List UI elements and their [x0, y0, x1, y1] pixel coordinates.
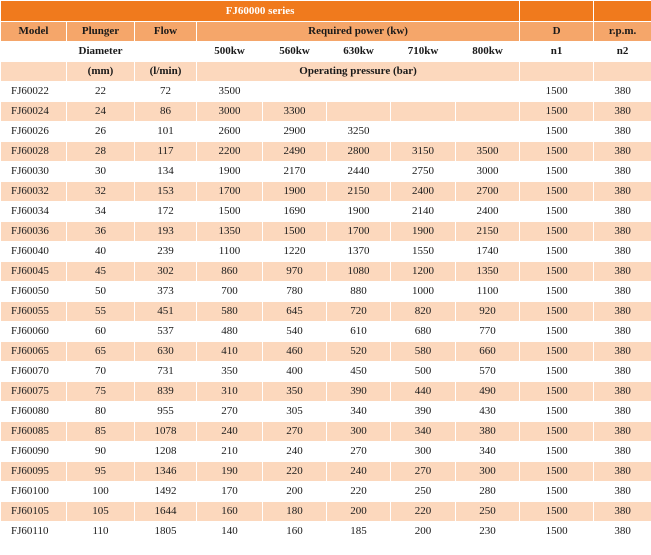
model-cell: FJ60032: [1, 182, 67, 202]
diameter-cell: 28: [67, 142, 135, 162]
diameter-cell: 105: [67, 502, 135, 522]
header-power-560: 560kw: [263, 42, 327, 62]
header-power-500: 500kw: [197, 42, 263, 62]
diameter-cell: 22: [67, 82, 135, 102]
flow-cell: 955: [135, 402, 197, 422]
pressure-cell: 350: [197, 362, 263, 382]
flow-cell: 630: [135, 342, 197, 362]
flow-cell: 373: [135, 282, 197, 302]
n1-cell: 1500: [520, 162, 594, 182]
diameter-cell: 36: [67, 222, 135, 242]
pressure-cell: 1550: [391, 242, 456, 262]
model-cell: FJ60022: [1, 82, 67, 102]
pressure-cell: 220: [327, 482, 391, 502]
n1-cell: 1500: [520, 202, 594, 222]
n1-cell: 1500: [520, 482, 594, 502]
pressure-cell: 500: [391, 362, 456, 382]
diameter-cell: 95: [67, 462, 135, 482]
flow-cell: 1208: [135, 442, 197, 462]
n1-cell: 1500: [520, 302, 594, 322]
pressure-cell: 1700: [197, 182, 263, 202]
model-cell: FJ60050: [1, 282, 67, 302]
table-row: [1, 282, 651, 302]
flow-cell: 172: [135, 202, 197, 222]
pressure-cell: 170: [197, 482, 263, 502]
pressure-cell: 1500: [197, 202, 263, 222]
table-row: [1, 342, 651, 362]
pressure-cell: 280: [456, 482, 520, 502]
pressure-cell: 860: [197, 262, 263, 282]
pressure-cell: 540: [263, 322, 327, 342]
title-row: [1, 1, 651, 22]
pressure-cell: 820: [391, 302, 456, 322]
diameter-cell: 50: [67, 282, 135, 302]
pressure-cell: 2600: [197, 122, 263, 142]
table-row: [1, 462, 651, 482]
n1-cell: 1500: [520, 362, 594, 382]
pressure-cell: [456, 82, 520, 102]
diameter-cell: 65: [67, 342, 135, 362]
pressure-cell: 580: [391, 342, 456, 362]
flow-cell: 1078: [135, 422, 197, 442]
model-cell: FJ60030: [1, 162, 67, 182]
flow-cell: 134: [135, 162, 197, 182]
pressure-cell: 2170: [263, 162, 327, 182]
pressure-cell: 250: [456, 502, 520, 522]
model-cell: FJ60026: [1, 122, 67, 142]
header-blank-cell: [1, 42, 67, 62]
pressure-cell: 300: [391, 442, 456, 462]
diameter-cell: 60: [67, 322, 135, 342]
model-cell: FJ60024: [1, 102, 67, 122]
n2-cell: 380: [594, 202, 651, 222]
pressure-cell: 340: [327, 402, 391, 422]
model-cell: FJ60055: [1, 302, 67, 322]
flow-cell: 1492: [135, 482, 197, 502]
pressure-cell: 1900: [327, 202, 391, 222]
table-row: [1, 82, 651, 102]
pressure-cell: 2200: [197, 142, 263, 162]
flow-cell: 839: [135, 382, 197, 402]
pressure-cell: 400: [263, 362, 327, 382]
pressure-cell: 480: [197, 322, 263, 342]
n2-cell: 380: [594, 242, 651, 262]
n2-cell: 380: [594, 402, 651, 422]
n2-cell: 380: [594, 142, 651, 162]
pressure-cell: 200: [327, 502, 391, 522]
n1-cell: 1500: [520, 322, 594, 342]
pressure-cell: [327, 82, 391, 102]
pressure-cell: 580: [197, 302, 263, 322]
pressure-cell: 270: [327, 442, 391, 462]
diameter-cell: 45: [67, 262, 135, 282]
n2-cell: 380: [594, 442, 651, 462]
pressure-cell: 3000: [197, 102, 263, 122]
diameter-cell: 80: [67, 402, 135, 422]
pressure-cell: 450: [327, 362, 391, 382]
n1-cell: 1500: [520, 422, 594, 442]
n1-cell: 1500: [520, 182, 594, 202]
diameter-cell: 110: [67, 522, 135, 542]
pressure-cell: 645: [263, 302, 327, 322]
pressure-cell: [391, 102, 456, 122]
pressure-cell: 3500: [456, 142, 520, 162]
flow-cell: 302: [135, 262, 197, 282]
n2-cell: 380: [594, 482, 651, 502]
pressure-cell: 300: [456, 462, 520, 482]
n1-cell: 1500: [520, 82, 594, 102]
pressure-cell: 770: [456, 322, 520, 342]
pressure-cell: 240: [263, 442, 327, 462]
header-power-630: 630kw: [327, 42, 391, 62]
table-row: [1, 142, 651, 162]
pressure-cell: 2440: [327, 162, 391, 182]
pressure-cell: 920: [456, 302, 520, 322]
header-n2: n2: [594, 42, 651, 62]
n2-cell: 380: [594, 342, 651, 362]
pressure-cell: 410: [197, 342, 263, 362]
model-cell: FJ60036: [1, 222, 67, 242]
pressure-cell: 1100: [197, 242, 263, 262]
table-row: [1, 422, 651, 442]
n1-cell: 1500: [520, 282, 594, 302]
table-row: [1, 482, 651, 502]
pressure-cell: 490: [456, 382, 520, 402]
model-cell: FJ60090: [1, 442, 67, 462]
pressure-cell: 300: [327, 422, 391, 442]
header-row-2: [1, 42, 651, 62]
pressure-cell: [456, 122, 520, 142]
diameter-cell: 40: [67, 242, 135, 262]
model-cell: FJ60045: [1, 262, 67, 282]
pressure-cell: 1500: [263, 222, 327, 242]
pressure-cell: 210: [197, 442, 263, 462]
pressure-cell: 2800: [327, 142, 391, 162]
pressure-cell: 200: [263, 482, 327, 502]
n2-cell: 380: [594, 522, 651, 542]
n2-cell: 380: [594, 302, 651, 322]
pressure-cell: 1000: [391, 282, 456, 302]
pressure-cell: 3300: [263, 102, 327, 122]
n1-cell: 1500: [520, 342, 594, 362]
header-operating-pressure: Operating pressure (bar): [197, 62, 520, 82]
header-power-710: 710kw: [391, 42, 456, 62]
pressure-cell: 1690: [263, 202, 327, 222]
n2-cell: 380: [594, 322, 651, 342]
pressure-cell: 1350: [456, 262, 520, 282]
pressure-cell: 160: [197, 502, 263, 522]
pressure-cell: 1700: [327, 222, 391, 242]
diameter-cell: 70: [67, 362, 135, 382]
pressure-cell: 380: [456, 422, 520, 442]
n1-cell: 1500: [520, 442, 594, 462]
pressure-cell: 340: [456, 442, 520, 462]
header-blank-cell: [1, 62, 67, 82]
n1-cell: 1500: [520, 142, 594, 162]
pressure-cell: 880: [327, 282, 391, 302]
pressure-cell: 570: [456, 362, 520, 382]
model-cell: FJ60040: [1, 242, 67, 262]
header-unit-lmin: (l/min): [135, 62, 197, 82]
pressure-cell: 340: [391, 422, 456, 442]
table-row: [1, 322, 651, 342]
table-row: [1, 402, 651, 422]
pressure-cell: 350: [263, 382, 327, 402]
pressure-cell: 140: [197, 522, 263, 542]
pressure-cell: [327, 102, 391, 122]
pressure-cell: 240: [197, 422, 263, 442]
flow-cell: 153: [135, 182, 197, 202]
pressure-cell: 1200: [391, 262, 456, 282]
n2-cell: 380: [594, 222, 651, 242]
header-diameter: Diameter: [67, 42, 135, 62]
n1-cell: 1500: [520, 522, 594, 542]
header-model: Model: [1, 22, 67, 42]
pressure-cell: 270: [197, 402, 263, 422]
flow-cell: 86: [135, 102, 197, 122]
pressure-cell: 660: [456, 342, 520, 362]
table-row: [1, 362, 651, 382]
table-row: [1, 502, 651, 522]
n2-cell: 380: [594, 262, 651, 282]
pressure-cell: 720: [327, 302, 391, 322]
table-row: [1, 182, 651, 202]
title-blank-cell: [520, 1, 594, 22]
flow-cell: 731: [135, 362, 197, 382]
model-cell: FJ60105: [1, 502, 67, 522]
header-blank-cell: [594, 62, 651, 82]
pressure-cell: 2700: [456, 182, 520, 202]
pressure-cell: [391, 122, 456, 142]
pressure-cell: 200: [391, 522, 456, 542]
n1-cell: 1500: [520, 502, 594, 522]
flow-cell: 72: [135, 82, 197, 102]
pressure-cell: 270: [391, 462, 456, 482]
n2-cell: 380: [594, 382, 651, 402]
pressure-cell: 390: [327, 382, 391, 402]
pressure-cell: 2150: [456, 222, 520, 242]
header-power-800: 800kw: [456, 42, 520, 62]
diameter-cell: 90: [67, 442, 135, 462]
table-row: [1, 202, 651, 222]
pressure-cell: 460: [263, 342, 327, 362]
diameter-cell: 24: [67, 102, 135, 122]
n2-cell: 380: [594, 502, 651, 522]
table-row: [1, 162, 651, 182]
model-cell: FJ60095: [1, 462, 67, 482]
pressure-cell: [456, 102, 520, 122]
pressure-cell: 220: [391, 502, 456, 522]
flow-cell: 101: [135, 122, 197, 142]
pressure-cell: 3250: [327, 122, 391, 142]
header-blank-cell: [135, 42, 197, 62]
n2-cell: 380: [594, 122, 651, 142]
pressure-cell: 430: [456, 402, 520, 422]
model-cell: FJ60070: [1, 362, 67, 382]
diameter-cell: 75: [67, 382, 135, 402]
pressure-cell: 1740: [456, 242, 520, 262]
model-cell: FJ60080: [1, 402, 67, 422]
pressure-cell: 2150: [327, 182, 391, 202]
pressure-cell: 305: [263, 402, 327, 422]
pressure-cell: 1900: [391, 222, 456, 242]
pressure-cell: 270: [263, 422, 327, 442]
table-row: [1, 442, 651, 462]
pressure-cell: 3150: [391, 142, 456, 162]
pressure-cell: [263, 82, 327, 102]
header-unit-mm: (mm): [67, 62, 135, 82]
model-cell: FJ60034: [1, 202, 67, 222]
pressure-cell: 220: [263, 462, 327, 482]
table-title: FJ60000 series: [1, 1, 520, 22]
n2-cell: 380: [594, 462, 651, 482]
header-blank-cell: [520, 62, 594, 82]
n2-cell: 380: [594, 362, 651, 382]
diameter-cell: 30: [67, 162, 135, 182]
pressure-cell: 3000: [456, 162, 520, 182]
flow-cell: 117: [135, 142, 197, 162]
pressure-cell: 250: [391, 482, 456, 502]
pressure-cell: 310: [197, 382, 263, 402]
pressure-cell: 1350: [197, 222, 263, 242]
pressure-cell: 160: [263, 522, 327, 542]
model-cell: FJ60075: [1, 382, 67, 402]
pressure-cell: 1220: [263, 242, 327, 262]
n1-cell: 1500: [520, 402, 594, 422]
table-row: [1, 222, 651, 242]
diameter-cell: 85: [67, 422, 135, 442]
pressure-cell: 680: [391, 322, 456, 342]
table-row: [1, 102, 651, 122]
header-n1: n1: [520, 42, 594, 62]
table-row: [1, 382, 651, 402]
flow-cell: 239: [135, 242, 197, 262]
header-rpm: r.p.m.: [594, 22, 651, 42]
pressure-cell: 2750: [391, 162, 456, 182]
model-cell: FJ60060: [1, 322, 67, 342]
n1-cell: 1500: [520, 262, 594, 282]
flow-cell: 451: [135, 302, 197, 322]
n2-cell: 380: [594, 422, 651, 442]
model-cell: FJ60085: [1, 422, 67, 442]
pressure-cell: 2140: [391, 202, 456, 222]
flow-cell: 1644: [135, 502, 197, 522]
title-blank-cell: [594, 1, 651, 22]
pressure-cell: 2900: [263, 122, 327, 142]
pressure-cell: 390: [391, 402, 456, 422]
pressure-cell: 520: [327, 342, 391, 362]
header-flow: Flow: [135, 22, 197, 42]
flow-cell: 1346: [135, 462, 197, 482]
pressure-cell: 780: [263, 282, 327, 302]
n1-cell: 1500: [520, 462, 594, 482]
flow-cell: 193: [135, 222, 197, 242]
table-row: [1, 242, 651, 262]
pressure-cell: 970: [263, 262, 327, 282]
n1-cell: 1500: [520, 102, 594, 122]
pressure-cell: 700: [197, 282, 263, 302]
diameter-cell: 26: [67, 122, 135, 142]
pressure-cell: 185: [327, 522, 391, 542]
pressure-cell: 3500: [197, 82, 263, 102]
table-row: [1, 522, 651, 542]
model-cell: FJ60028: [1, 142, 67, 162]
pressure-cell: 1370: [327, 242, 391, 262]
header-plunger: Plunger: [67, 22, 135, 42]
pressure-cell: 190: [197, 462, 263, 482]
header-row-1: [1, 22, 651, 42]
n2-cell: 380: [594, 102, 651, 122]
n2-cell: 380: [594, 282, 651, 302]
n2-cell: 380: [594, 82, 651, 102]
diameter-cell: 55: [67, 302, 135, 322]
n1-cell: 1500: [520, 382, 594, 402]
header-row-3: [1, 62, 651, 82]
pressure-cell: 230: [456, 522, 520, 542]
model-cell: FJ60110: [1, 522, 67, 542]
pressure-cell: 240: [327, 462, 391, 482]
pressure-cell: 180: [263, 502, 327, 522]
diameter-cell: 34: [67, 202, 135, 222]
pressure-cell: 1100: [456, 282, 520, 302]
pressure-cell: 1900: [197, 162, 263, 182]
model-cell: FJ60065: [1, 342, 67, 362]
header-d: D: [520, 22, 594, 42]
model-cell: FJ60100: [1, 482, 67, 502]
table-row: [1, 122, 651, 142]
n2-cell: 380: [594, 162, 651, 182]
pressure-cell: 610: [327, 322, 391, 342]
header-required-power: Required power (kw): [197, 22, 520, 42]
pressure-cell: 2400: [391, 182, 456, 202]
flow-cell: 1805: [135, 522, 197, 542]
pressure-cell: [391, 82, 456, 102]
diameter-cell: 32: [67, 182, 135, 202]
table-row: [1, 302, 651, 322]
n1-cell: 1500: [520, 222, 594, 242]
n1-cell: 1500: [520, 122, 594, 142]
pressure-cell: 440: [391, 382, 456, 402]
pressure-cell: 2400: [456, 202, 520, 222]
pressure-cell: 2490: [263, 142, 327, 162]
flow-cell: 537: [135, 322, 197, 342]
n1-cell: 1500: [520, 242, 594, 262]
diameter-cell: 100: [67, 482, 135, 502]
table-row: [1, 262, 651, 282]
pressure-cell: 1900: [263, 182, 327, 202]
pressure-cell: 1080: [327, 262, 391, 282]
n2-cell: 380: [594, 182, 651, 202]
